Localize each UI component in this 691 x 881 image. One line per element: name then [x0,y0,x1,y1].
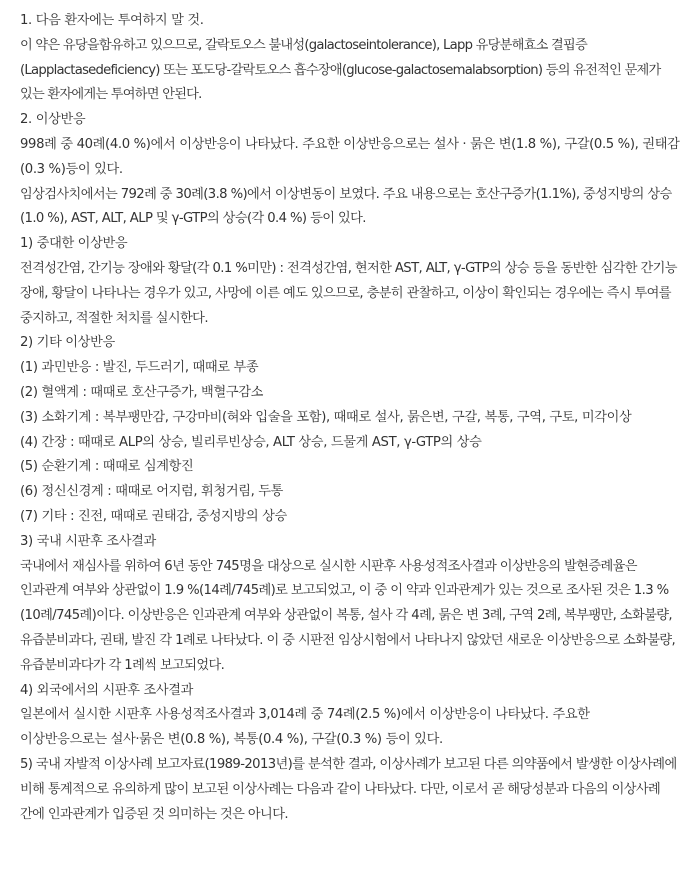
document-body [20,9,680,827]
paragraph-adverse-summary: 998례 중 40례(4.0 %)에서 이상반응이 나타났다. 주요한 이상반응으로는 설사 · 묽은 변(1.8 %), 구갈(0.5 %), 권태감(0.3 %)등이 있다. [20,136,680,177]
section-heading-adverse-reactions: 2. 이상반응 [20,112,86,128]
list-item-circulatory: (5) 순환기계 : 때때로 심계항진 [20,459,194,475]
section-heading-contraindications: 1. 다음 환자에는 투여하지 말 것. [20,13,204,28]
subheading-foreign-postmarketing: 4) 외국에서의 시판후 조사결과 [20,682,194,698]
paragraph-domestic-postmarketing: 국내에서 재심사를 위하여 6년 동안 745명을 대상으로 실시한 시판후 사용성적조사결과 이상반응의 발현증례율은 인과관계 여부와 상관없이 1.9 %(14례/745례)로 보고되었고, 이 중 이 약과 인과관계가 있는 것으로 조사된 것은 1.3 %(10례/745례)이다. 이상반응은 인과관계 여부와 상관없이 복통, 설사 각 4례, 묽은 변 3례, 구역 2례, 복부팽만, 소화불량, 유즙분비과다, 권태, 발진 각 1례로 나타났다. 이 중 시판전 임상시험에서 나타나지 않았던 새로운 이상반응으로 소화불량, 유즙분비과다가 각 1례씩 보고되었다. [20,558,676,673]
subheading-other-reactions: 2) 기타 이상반응 [20,335,115,351]
paragraph-foreign-postmarketing: 일본에서 실시한 시판후 사용성적조사결과 3,014례 중 74례(2.5 %)에서 이상반응이 나타났다. 주요한 이상반응으로는 설사·묽은 변(0.8 %), 복통(0.4 %), 구갈(0.3 %) 등이 있다. [20,707,590,748]
subheading-domestic-postmarketing: 3) 국내 시판후 조사결과 [20,533,156,549]
list-item-digestive: (3) 소화기계 : 복부팽만감, 구강마비(혀와 입술을 포함), 때때로 설사, 묽은변, 구갈, 복통, 구역, 구토, 미각이상 [20,409,632,425]
list-item-liver: (4) 간장 : 때때로 ALP의 상승, 빌리루빈상승, ALT 상승, 드물게 AST, γ-GTP의 상승 [20,434,482,450]
list-item-blood: (2) 혈액계 : 때때로 호산구증가, 백혈구감소 [20,384,263,400]
paragraph-spontaneous-reports: 5) 국내 자발적 이상사례 보고자료(1989-2013년)를 분석한 결과, 이상사례가 보고된 다른 의약품에서 발생한 이상사례에 비해 통계적으로 유의하게 많이 보고된 이상사례는 다음과 같이 나타났다. 다만, 이로서 곧 해당성분과 다음의 이상사례 간에 인과관계가 입증된 것 의미하는 것은 아니다. [20,756,677,822]
list-item-hypersensitivity: (1) 과민반응 : 발진, 두드러기, 때때로 부종 [20,360,259,376]
paragraph-hepatitis: 전격성간염, 간기능 장애와 황달(각 0.1 %미만) : 전격성간염, 현저한 AST, ALT, γ-GTP의 상승 등을 동반한 심각한 간기능 장애, 황달이 나타나는 경우가 있고, 사망에 이른 예도 있으므로, 충분히 관찰하고, 이상이 확인되는 경우에는 즉시 투여를 중지하고, 적절한 처치를 실시한다. [20,260,677,326]
list-item-neuropsychiatric: (6) 정신신경계 : 때때로 어지럼, 휘청거림, 두통 [20,484,284,500]
paragraph-lactose-warning: 이 약은 유당을함유하고 있으므로, 갈락토오스 불내성(galactoseintolerance), Lapp 유당분해효소 결핍증(Lapplactasedeficiency) 또는 포도당-갈락토오스 흡수장애(glucose-galactosemalabsorption) 등의 유전적인 문제가 있는 환자에게는 투여하면 안된다. [20,37,661,103]
list-item-other: (7) 기타 : 진전, 때때로 권태감, 중성지방의 상승 [20,508,287,524]
paragraph-lab-values: 임상검사치에서는 792례 중 30례(3.8 %)에서 이상변동이 보였다. 주요 내용으로는 호산구증가(1.1%), 중성지방의 상승(1.0 %), AST, ALT, ALP 및 γ-GTP의 상승(각 0.4 %) 등이 있다. [20,186,672,227]
subheading-serious-reactions: 1) 중대한 이상반응 [20,236,128,252]
